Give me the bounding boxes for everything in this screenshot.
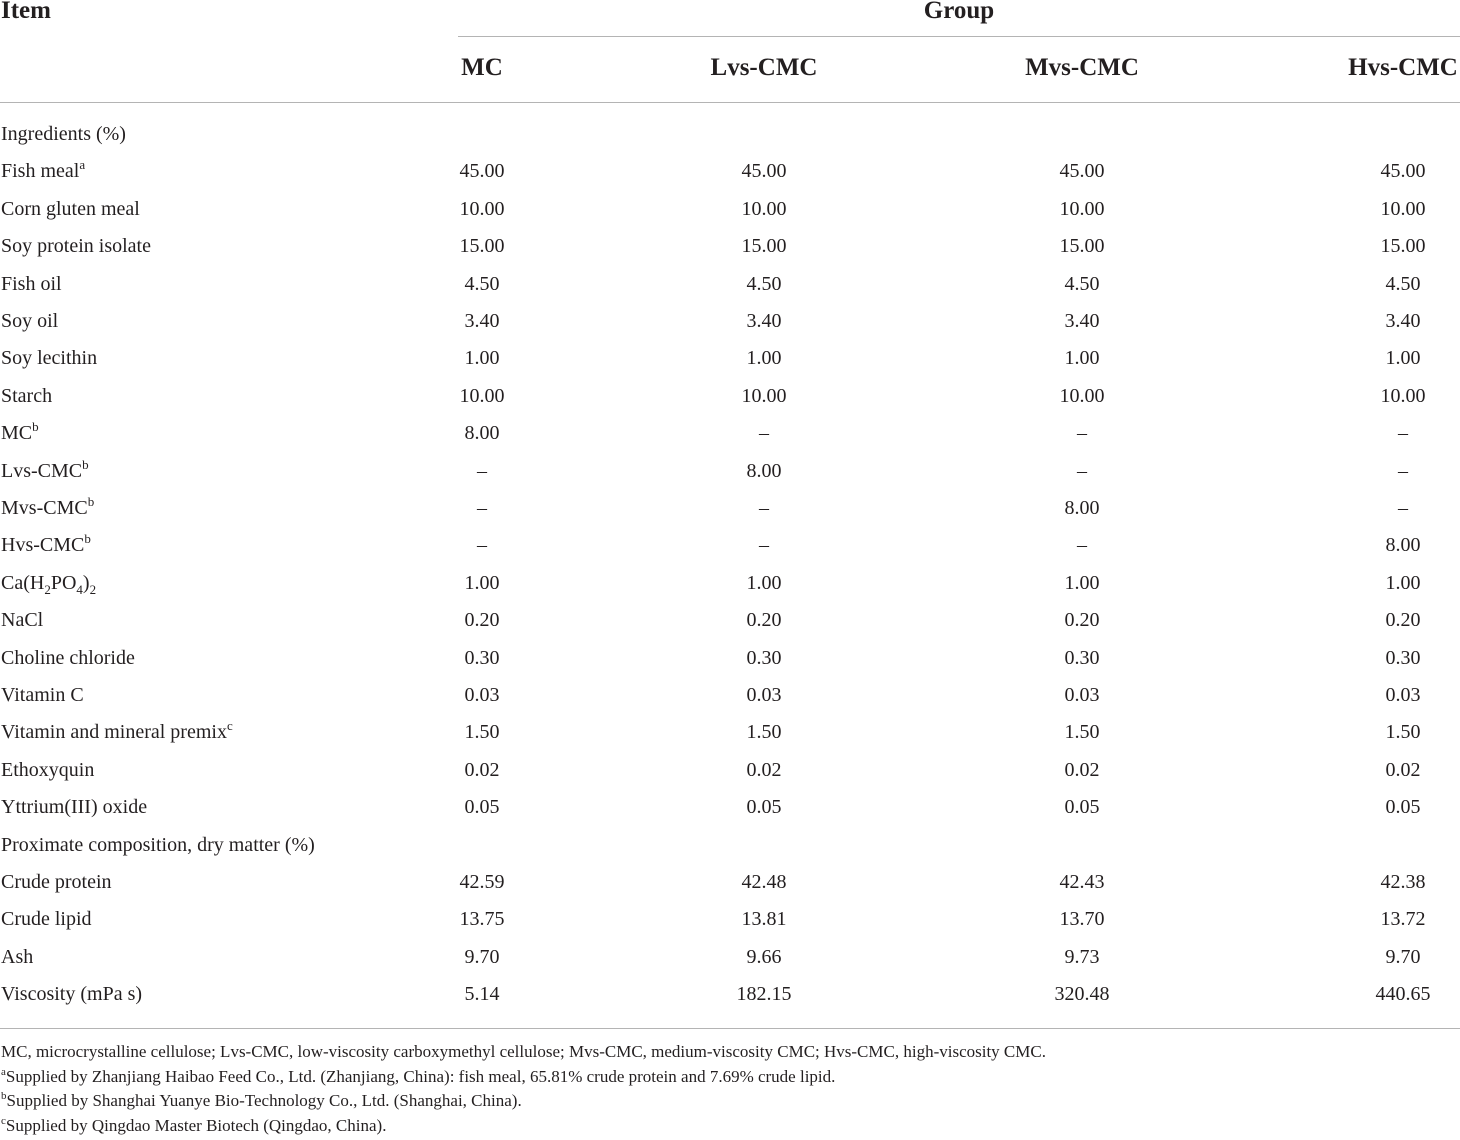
footnotes [1, 1040, 1046, 1138]
label-part: ) [82, 571, 90, 594]
table-row [0, 714, 1460, 751]
footnote-abbreviations: MC, microcrystalline cellulose; Lvs-CMC, low-viscosity carboxymethyl cellulose; Mvs-CMC, medium-viscosity CMC; Hvs-CMC, high-viscosity CMC. [1, 1042, 1046, 1061]
cell-mvs-cmc: 15.00 [1059, 235, 1105, 258]
cell-lvs-cmc: 0.03 [746, 684, 782, 706]
cell-hvs-cmc: 0.05 [1385, 796, 1421, 819]
cell-hvs-cmc: 440.65 [1375, 983, 1431, 1006]
label-text: Viscosity (mPa s) [1, 983, 143, 1006]
table-row [0, 527, 1460, 564]
footnote-ref: b [82, 456, 89, 472]
cell-hvs-cmc: 10.00 [1380, 384, 1426, 407]
footnote-ref: b [87, 494, 95, 509]
cell-mc: 3.40 [464, 310, 500, 332]
row-label [1, 527, 91, 564]
subscript: 2 [89, 581, 97, 597]
row-label [1, 228, 151, 265]
cell-lvs-cmc: – [759, 497, 769, 519]
cell-hvs-cmc: 1.00 [1385, 571, 1421, 594]
cell-mc: 0.30 [464, 646, 500, 669]
table-row [0, 602, 1460, 639]
cell-lvs-cmc: 0.05 [746, 796, 782, 819]
label-part: Ca(H [1, 571, 45, 594]
label-text: MC [1, 422, 33, 445]
table-row [0, 565, 1460, 602]
cell-mvs-cmc: 1.50 [1064, 721, 1100, 744]
label-text: Starch [1, 384, 53, 407]
label-text: Lvs-CMC [1, 459, 83, 482]
cell-hvs-cmc: 10.00 [1380, 197, 1426, 220]
section-title: Ingredients (%) [1, 123, 126, 145]
table-row [0, 490, 1460, 527]
cell-lvs-cmc: 0.20 [746, 609, 782, 632]
column-header-mc: MC [461, 54, 503, 81]
footnote-b [1, 1089, 1046, 1114]
row-label [1, 901, 92, 938]
row-label [1, 939, 33, 976]
cell-mc: 9.70 [464, 945, 500, 968]
footnote-mark: a [1, 1065, 6, 1078]
cell-lvs-cmc: 42.48 [741, 871, 787, 893]
cell-lvs-cmc: 13.81 [741, 908, 787, 931]
cell-mvs-cmc: 0.02 [1064, 758, 1100, 781]
cell-mvs-cmc: – [1077, 422, 1087, 445]
cell-mc: – [477, 459, 487, 482]
footnote-text: Supplied by Qingdao Master Biotech (Qingdao, China). [5, 1115, 387, 1135]
label-text: Choline chloride [1, 646, 135, 669]
cell-lvs-cmc: 9.66 [746, 945, 782, 968]
cell-lvs-cmc: 15.00 [741, 235, 787, 258]
cell-lvs-cmc: – [759, 422, 769, 445]
cell-mc: 8.00 [464, 422, 500, 445]
table-row [0, 340, 1460, 377]
cell-mc: 0.02 [464, 758, 500, 781]
label-part: PO [50, 571, 77, 594]
label-text: Fish oil [1, 272, 62, 295]
label-text: Ash [1, 945, 34, 968]
cell-mvs-cmc: 4.50 [1064, 272, 1100, 295]
cell-mc: – [477, 497, 487, 519]
cell-mvs-cmc: 0.20 [1064, 609, 1100, 632]
cell-hvs-cmc: 1.00 [1385, 347, 1421, 370]
label-text: Soy oil [1, 310, 59, 332]
cell-hvs-cmc: 0.20 [1385, 609, 1421, 632]
row-label [1, 490, 94, 527]
table-row [0, 191, 1460, 228]
label-text: Fish meal [1, 160, 80, 183]
row-label [1, 976, 142, 1013]
cell-lvs-cmc: 4.50 [746, 272, 782, 295]
table-row [0, 415, 1460, 452]
cell-hvs-cmc: 1.50 [1385, 721, 1421, 744]
cell-mc: 0.05 [464, 796, 500, 819]
row-label [1, 640, 135, 677]
cell-mc: 4.50 [464, 272, 500, 295]
cell-lvs-cmc: 0.02 [746, 758, 782, 781]
subscript: 2 [44, 581, 51, 597]
row-label [1, 714, 233, 751]
label-text: Crude lipid [1, 908, 92, 931]
row-label [1, 191, 140, 228]
label-text: Crude protein [1, 871, 112, 893]
row-label [1, 266, 62, 303]
cell-mc: 0.20 [464, 609, 500, 632]
table-row [0, 901, 1460, 938]
row-label [1, 565, 96, 602]
cell-lvs-cmc: 8.00 [746, 459, 782, 482]
cell-mvs-cmc: 0.03 [1064, 684, 1100, 706]
table-row [0, 789, 1460, 826]
cell-hvs-cmc: – [1398, 459, 1408, 482]
table-row [0, 453, 1460, 490]
table-row [0, 864, 1460, 901]
footnote-c [1, 1114, 1046, 1139]
cell-mvs-cmc: 320.48 [1054, 983, 1110, 1006]
label-text: Mvs-CMC [1, 497, 88, 519]
cell-mvs-cmc: – [1077, 459, 1087, 482]
cell-mvs-cmc: 1.00 [1064, 571, 1100, 594]
label-text: Corn gluten meal [1, 197, 140, 220]
cell-hvs-cmc: 0.03 [1385, 684, 1421, 706]
footnote-ref: b [32, 419, 39, 435]
subscript: 4 [76, 581, 83, 597]
column-header-mvs-cmc: Mvs-CMC [1025, 54, 1139, 81]
table-row [0, 153, 1460, 190]
cell-lvs-cmc: 45.00 [741, 160, 787, 183]
cell-hvs-cmc: 15.00 [1380, 235, 1426, 258]
cell-mvs-cmc: 3.40 [1064, 310, 1100, 332]
section-title: Proximate composition, dry matter (%) [1, 833, 315, 856]
cell-lvs-cmc: 182.15 [736, 983, 792, 1006]
table-row [0, 939, 1460, 976]
row-label [1, 602, 43, 639]
table-row [0, 266, 1460, 303]
table-row [0, 677, 1460, 714]
header-item: Item [1, 0, 51, 24]
table-row [0, 378, 1460, 415]
label-text: Yttrium(III) oxide [1, 796, 148, 819]
cell-mvs-cmc: 1.00 [1064, 347, 1100, 370]
cell-mvs-cmc: 8.00 [1064, 497, 1100, 519]
cell-mvs-cmc: 10.00 [1059, 197, 1105, 220]
row-label [1, 153, 85, 190]
footnote-text: Supplied by Shanghai Yuanye Bio-Technology Co., Ltd. (Shanghai, China). [6, 1091, 522, 1110]
section-row [0, 827, 1460, 864]
table-row [0, 752, 1460, 789]
header-rule [0, 102, 1460, 103]
row-label [1, 677, 84, 714]
table-row [0, 228, 1460, 265]
column-header-lvs-cmc: Lvs-CMC [710, 54, 818, 81]
label-text: NaCl [1, 609, 44, 632]
cell-mvs-cmc: 45.00 [1059, 160, 1105, 183]
cell-mc: 0.03 [464, 684, 500, 706]
cell-lvs-cmc: 1.00 [746, 571, 782, 594]
cell-lvs-cmc: 1.00 [746, 347, 782, 370]
cell-lvs-cmc: 3.40 [746, 310, 782, 332]
cell-hvs-cmc: 4.50 [1385, 272, 1421, 295]
cell-mc: 15.00 [459, 235, 505, 258]
cell-hvs-cmc: – [1398, 422, 1408, 445]
label-text: Vitamin and mineral premix [1, 721, 227, 744]
cell-mc: 1.00 [464, 347, 500, 370]
cell-hvs-cmc: 0.30 [1385, 646, 1421, 669]
cell-mvs-cmc: – [1077, 534, 1087, 557]
label-text: Soy lecithin [1, 347, 98, 370]
cell-mvs-cmc: 13.70 [1059, 908, 1105, 931]
label-text: Soy protein isolate [1, 235, 151, 258]
cell-hvs-cmc: 0.02 [1385, 758, 1421, 781]
bottom-rule [0, 1028, 1460, 1029]
table-row [0, 640, 1460, 677]
footnote-a [1, 1065, 1046, 1090]
cell-hvs-cmc: 9.70 [1385, 945, 1421, 968]
section-row [0, 116, 1460, 153]
cell-mc: 10.00 [459, 197, 505, 220]
label-text: Vitamin C [1, 684, 84, 706]
cell-lvs-cmc: 0.30 [746, 646, 782, 669]
cell-mvs-cmc: 42.43 [1059, 871, 1105, 893]
cell-mc: 42.59 [459, 871, 505, 893]
row-label [1, 752, 94, 789]
footnote-text: Supplied by Zhanjiang Haibao Feed Co., Ltd. (Zhanjiang, China): fish meal, 65.81% crude protein and 7.69% crude lipid. [5, 1066, 836, 1086]
row-label [1, 415, 39, 452]
cell-mvs-cmc: 0.05 [1064, 796, 1100, 819]
cell-hvs-cmc: 3.40 [1385, 310, 1421, 332]
cell-mc: 5.14 [464, 983, 500, 1006]
cell-mc: 1.00 [464, 571, 500, 594]
cell-hvs-cmc: 42.38 [1380, 871, 1426, 893]
cell-hvs-cmc: – [1398, 497, 1408, 519]
cell-lvs-cmc: 10.00 [741, 197, 787, 220]
label-text: Ethoxyquin [1, 758, 95, 781]
footnote-ref: b [84, 531, 91, 547]
cell-hvs-cmc: 13.72 [1380, 908, 1426, 931]
row-label [1, 864, 112, 901]
footnote-mark: c [1, 1114, 6, 1127]
footnote-ref: a [79, 157, 86, 173]
label-text: Hvs-CMC [1, 534, 85, 557]
cell-lvs-cmc: 1.50 [746, 721, 782, 744]
cell-mc: 10.00 [459, 384, 505, 407]
table-row [0, 303, 1460, 340]
cell-lvs-cmc: 10.00 [741, 384, 787, 407]
group-rule [458, 36, 1460, 37]
table-row [0, 976, 1460, 1013]
cell-hvs-cmc: 8.00 [1385, 534, 1421, 557]
footnote-ref: c [226, 718, 233, 734]
cell-hvs-cmc: 45.00 [1380, 160, 1426, 183]
cell-lvs-cmc: – [759, 534, 769, 557]
row-label [1, 453, 89, 490]
row-label [1, 378, 52, 415]
cell-mc: – [477, 534, 487, 557]
cell-mvs-cmc: 9.73 [1064, 945, 1100, 968]
row-label [1, 789, 147, 826]
cell-mc: 45.00 [459, 160, 505, 183]
header-group: Group [923, 0, 995, 24]
cell-mvs-cmc: 10.00 [1059, 384, 1105, 407]
column-header-hvs-cmc: Hvs-CMC [1348, 54, 1458, 81]
cell-mc: 1.50 [464, 721, 500, 744]
cell-mvs-cmc: 0.30 [1064, 646, 1100, 669]
cell-mc: 13.75 [459, 908, 505, 931]
row-label [1, 340, 97, 377]
footnote-mark: b [1, 1090, 7, 1102]
row-label [1, 303, 58, 340]
